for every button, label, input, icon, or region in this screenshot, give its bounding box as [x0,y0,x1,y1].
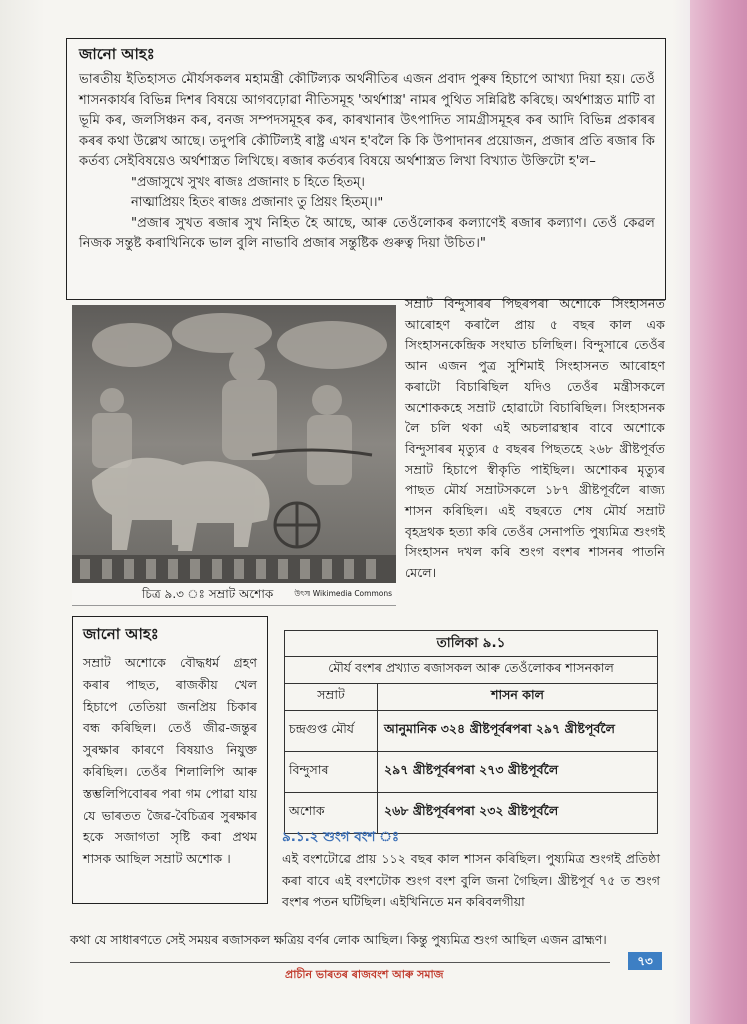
know-more-box-1 [66,38,666,300]
table-header-reign: শাসন কাল [378,684,658,711]
know-more-box-2 [72,616,268,904]
table-subtitle: মৌৰ্য বংশৰ প্ৰখ্যাত ৰজাসকল আৰু তেওঁলোকৰ শাসনকাল [285,657,658,684]
figure-caption: চিত্ৰ ৯.৩ ঃ সম্ৰাট অশোক [142,587,274,601]
table-header-emperor: সম্ৰাট [285,684,378,711]
box1-para1: ভাৰতীয় ইতিহাসত মৌৰ্যসকলৰ মহামন্ত্ৰী কৌটিল্যক অৰ্থনীতিৰ এজন প্ৰবাদ পুৰুষ হিচাপে আখ্যা দিয়া হয়। তেওঁ শাসনকাৰ্যৰ বিভিন্ন দিশৰ বিষয়ে আগবঢ়োৱা নীতিসমূহ 'অৰ্থশাস্ত্ৰ' নামৰ পুথিত সন্নিৱিষ্ট কৰিছে। অৰ্থশাস্ত্ৰত মাটি বা ভূমি কৰ, জলসিঞ্চন কৰ, বনজ সম্পদসমূহৰ কৰ, কাৰখানাৰ উৎপাদিত সামগ্ৰীসমূহৰ কৰ আদি বিভিন্ন প্ৰকাৰৰ কৰৰ কথা উল্লেখ আছে। তদুপৰি কৌটিল্যই ৰাষ্ট্ৰ এখন হ'বলৈ কি কি উপাদানৰ প্ৰয়োজন, প্ৰজাৰ প্ৰতি ৰজাৰ কি কৰ্তব্য সেইবিষয়েও অৰ্থশাস্ত্ৰত লিখিছে। ৰজাৰ কৰ্তব্যৰ বিষয়ে অৰ্থশাস্ত্ৰত লিখা বিখ্যাত উক্তিটো হ'ল– [79,72,655,169]
footer-rule [70,962,610,963]
page-number-badge [628,952,662,970]
table-cell: ২৯৭ খ্ৰীষ্টপূৰ্বৰপৰা ২৭৩ খ্ৰীষ্টপূৰ্বলৈ [378,752,658,793]
table-row [285,711,658,752]
table-cell: ২৬৮ খ্ৰীষ্টপূৰ্বৰপৰা ২৩২ খ্ৰীষ্টপূৰ্বলৈ [378,793,658,834]
box1-para2: "প্ৰজাৰ সুখত ৰজাৰ সুখ নিহিত হৈ আছে, আৰু তেওঁলোকৰ কল্যাণেই ৰজাৰ কল্যাণ। তেওঁ কেৱল নিজক সন্তুষ্ট কৰাখিনিকে ভাল বুলি নাভাবি প্ৰজাৰ সন্তুষ্টিক গুৰুত্ব দিয়া উচিত।" [79,215,655,251]
figure-credit: উৎস৷ Wikimedia Commons [294,589,392,598]
box2-text: সম্ৰাট অশোকে বৌদ্ধধৰ্ম গ্ৰহণ কৰাৰ পাছত, ৰাজকীয় খেল হিচাপে তেতিয়া জনপ্ৰিয় চিকাৰ বন্ধ কৰিছিল। তেওঁ জীৱ-জন্তুৰ সুৰক্ষাৰ কাৰণে বিষয়াও নিযুক্ত কৰিছিল। তেওঁৰ শিলালিপি আৰু স্তম্ভলিপিবোৰৰ পৰা গম পোৱা যায় যে ভাৰতত জৈৱ-বৈচিত্ৰৰ সুৰক্ষাৰ হকে সজাগতা সৃষ্টি কৰা প্ৰথম শাসক আছিল সম্ৰাট অশোক । [83,655,257,867]
ashoka-relief-image [72,305,396,583]
box1-quote-line1: "প্ৰজাসুখে সুখং ৰাজঃ প্ৰজানাং চ হিতে হিতম্। [131,174,365,190]
table-title: তালিকা ৯.১ [285,631,658,657]
box1-heading: জানো আহঃ [79,45,155,63]
relief-illustration [72,305,396,583]
box1-quote-line2: নাত্মাপ্ৰিয়ং হিতং ৰাজঃ প্ৰজানাং তু প্ৰিয়ং হিতম্।।" [131,195,384,210]
table-cell: আনুমানিক ৩২৪ খ্ৰীষ্টপূৰ্বৰপৰা ২৯৭ খ্ৰীষ্টপূৰ্বলৈ [378,711,658,752]
page-edge-strip [690,0,747,1024]
page-number: ৭৩ [637,954,653,968]
table-row [285,752,658,793]
table-cell: বিন্দুসাৰ [285,752,378,793]
right-column-text: সম্ৰাট বিন্দুসাৰৰ পিছৰপৰা অশোকে সিংহাসনত আৰোহণ কৰালৈ প্ৰায় ৫ বছৰ কাল এক সিংহাসনকেন্দ্ৰিক সংঘাত চলিছিল। বিন্দুসাৰে তেওঁৰ আন এজন পুত্ৰ সুশিমাই সিংহাসনত আৰোহণ কৰাটো বিচাৰিছিল যদিও তেওঁৰ মন্ত্ৰীসকলে অশোককহে সম্ৰাট হোৱাটো বিচাৰিছিল। সিংহাসনক লৈ চলি থকা এই অচলাৱস্থাৰ বাবে অশোকে বিন্দুসাৰৰ মৃত্যুৰ ৫ বছৰৰ পিছতহে ২৬৮ খ্ৰীষ্টপূৰ্বত সম্ৰাট হিচাপে স্বীকৃতি পাইছিল। অশোকৰ মৃত্যুৰ পাছত মৌৰ্য সম্ৰাটসকলে ১৮৭ খ্ৰীষ্টপূৰ্বলৈ ৰাজ্য শাসন কৰিছিল। এই বছৰতে শেষ মৌৰ্য সম্ৰাট বৃহদ্ৰথক হত্যা কৰি তেওঁৰ সেনাপতি পুষ্যমিত্ৰ শুংগই সিংহাসন দখল কৰি শুংগ বংশৰ শাসনৰ পাতনি মেলে। [405,296,665,581]
table-cell: চন্দ্ৰগুপ্ত মৌৰ্য [285,711,378,752]
section-heading: ৯.১.২ শুংগ বংশ ঃ [282,829,400,845]
table-cell: অশোক [285,793,378,834]
footer-title: প্ৰাচীন ভাৰতৰ ৰাজবংশ আৰু সমাজ [285,968,444,981]
section-text-full: কথা যে সাধাৰণতে সেই সময়ৰ ৰজাসকল ক্ষত্ৰিয় বৰ্ণৰ লোক আছিল। কিন্তু পুষ্যমিত্ৰ শুংগ আছিল এজন ব্ৰাহ্মণ। [70,932,607,947]
maurya-rulers-table [284,630,658,834]
box2-heading: জানো আহঃ [83,625,159,643]
section-text-right: এই বংশটোৱে প্ৰায় ১১২ বছৰ কাল শাসন কৰিছিল। পুষ্যমিত্ৰ শুংগই প্ৰতিষ্ঠা কৰা বাবে এই বংশটোক শুংগ বংশ বুলি জনা গৈছিল। খ্ৰীষ্টপূৰ্ব ৭৫ ত শুংগ বংশৰ পতন ঘটিছিল। এইখিনিতে মন কৰিবলগীয়া [282,851,660,909]
figure-caption-bar [72,583,396,606]
